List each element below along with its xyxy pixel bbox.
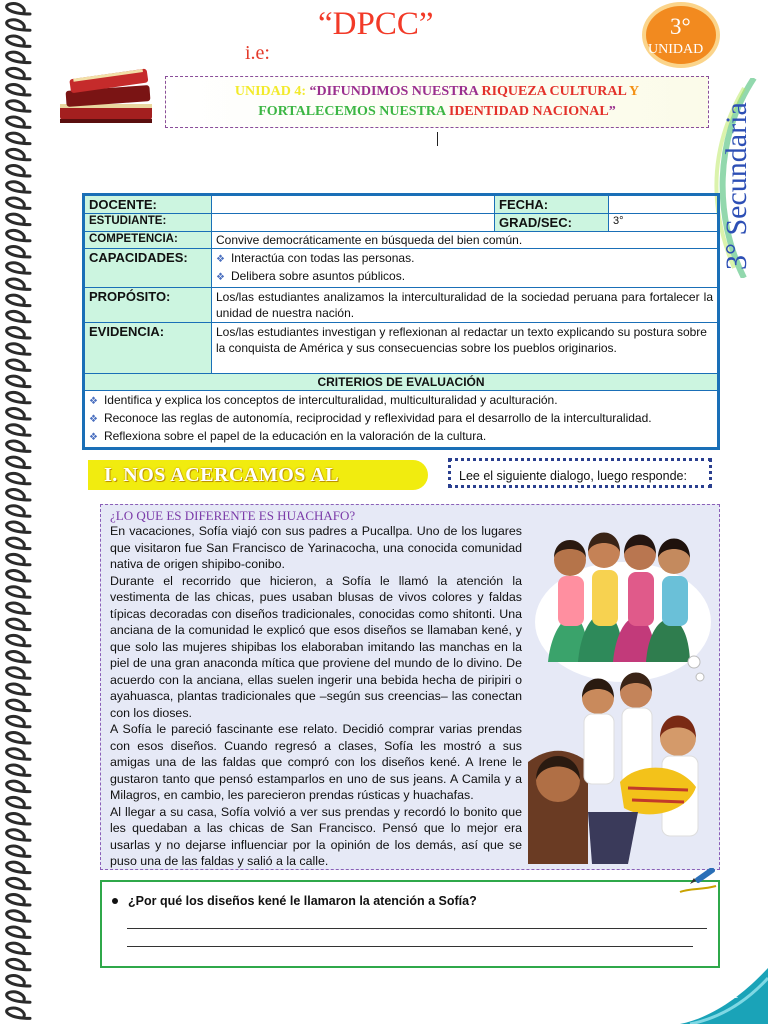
- spiral-coil: [7, 425, 30, 435]
- spiral-coil: [7, 457, 30, 467]
- list-item: ❖ Delibera sobre asuntos públicos.: [216, 269, 406, 283]
- answer-line[interactable]: [127, 946, 693, 947]
- story-paragraph: En vacaciones, Sofía viajó con sus padres a Pucallpa. Uno de los lugares que visitaron fue San Francisco de Yarinacocha, una conocida comunidad nativa de origen shipibo-conibo.: [110, 524, 522, 571]
- spiral-coil: [7, 911, 30, 921]
- spiral-coil: [7, 992, 30, 1002]
- spiral-coil: [7, 830, 30, 840]
- section-title: I. NOS ACERCAMOS AL: [104, 464, 340, 486]
- spiral-coil: [7, 117, 30, 127]
- page-corner-decoration: [660, 968, 768, 1024]
- spiral-coil: [7, 311, 30, 321]
- spiral-coil: [7, 36, 30, 46]
- story-text: [110, 523, 522, 870]
- list-item: ❖ Reconoce las reglas de autonomía, reciprocidad y reflexividad para el desarrollo de la interculturalidad.: [89, 411, 652, 425]
- spiral-coil: [7, 684, 30, 694]
- spiral-coil: [7, 797, 30, 807]
- info-table: [82, 193, 720, 450]
- school-name: “DPCC”: [318, 6, 434, 42]
- fecha-field[interactable]: [609, 196, 718, 214]
- spiral-coil: [7, 376, 30, 386]
- spiral-coil: [7, 360, 30, 370]
- pencil-icon: [676, 868, 720, 898]
- spiral-coil: [7, 976, 30, 986]
- unit-title-part: “DIFUNDIMOS NUESTRA: [306, 84, 482, 99]
- bullet-icon: [112, 898, 118, 904]
- instruction-box: Lee el siguiente dialogo, luego responde:: [448, 458, 712, 488]
- text-cursor: [437, 132, 438, 146]
- spiral-coil: [7, 344, 30, 354]
- spiral-coil: [7, 52, 30, 62]
- question-text: ¿Por qué los diseños kené le llamaron la atención a Sofía?: [128, 894, 477, 908]
- bullet-icon: ❖: [89, 414, 98, 425]
- spiral-coil: [7, 765, 30, 775]
- grade-number: 3°: [670, 14, 691, 39]
- unit-title-part: FORTALECEMOS NUESTRA: [258, 104, 449, 119]
- gradsec-field[interactable]: 3°: [609, 214, 718, 232]
- story-paragraph: Al llegar a su casa, Sofía volvió a ver sus prendas y recordó lo bonito que les quedaban a las chicas de San Francisco. Pensó que lo mejor era usarlas y no dejarse influenciar por la opinión de los demás, así que se puso una de las faldas y salió a la calle.: [110, 804, 522, 868]
- list-item: ❖ Identifica y explica los conceptos de interculturalidad, multiculturalidad y aculturación.: [89, 393, 558, 407]
- spiral-coil: [7, 101, 30, 111]
- unit-title-box: [165, 76, 709, 128]
- spiral-coil: [7, 522, 30, 532]
- spiral-coil: [7, 733, 30, 743]
- unit-title-highlight: IDENTIDAD NACIONAL: [448, 104, 609, 119]
- estudiante-field[interactable]: [212, 214, 495, 232]
- spiral-coil: [7, 652, 30, 662]
- capacidades-list: [212, 249, 718, 288]
- spiral-coil: [7, 943, 30, 953]
- unit-title-highlight: RIQUEZA CULTURAL: [481, 84, 627, 99]
- spiral-coil: [7, 668, 30, 678]
- bullet-icon: ❖: [89, 432, 98, 443]
- spiral-coil: [7, 279, 30, 289]
- spiral-coil: [7, 198, 30, 208]
- spiral-coil: [7, 749, 30, 759]
- unit-number: UNIDAD 4:: [234, 84, 307, 99]
- spiral-coil: [7, 571, 30, 581]
- spiral-coil: [7, 85, 30, 95]
- spiral-coil: [7, 538, 30, 548]
- spiral-coil: [7, 862, 30, 872]
- spiral-coil: [7, 133, 30, 143]
- proposito-value: Los/las estudiantes analizamos la interculturalidad de la sociedad peruana para fortalecer la unidad de nuestra nación.: [212, 288, 718, 323]
- spiral-coil: [7, 263, 30, 273]
- proposito-label: PROPÓSITO:: [85, 288, 212, 323]
- competencia-value: Convive democráticamente en búsqueda del bien común.: [212, 232, 718, 249]
- estudiante-label: ESTUDIANTE:: [85, 214, 212, 232]
- spiral-coil: [7, 166, 30, 176]
- capacidades-label: CAPACIDADES:: [85, 249, 212, 288]
- spiral-coil: [7, 409, 30, 419]
- unit-title-part: ”: [608, 104, 616, 119]
- competencia-label: COMPETENCIA:: [85, 232, 212, 249]
- spiral-coil: [7, 1008, 30, 1018]
- spiral-coil: [7, 619, 30, 629]
- books-icon: [52, 64, 162, 130]
- unit-title-part: Y: [626, 84, 640, 99]
- spiral-coil: [7, 328, 30, 338]
- story-title: ¿LO QUE ES DIFERENTE ES HUACHAFO?: [110, 508, 356, 523]
- list-item: ❖ Interactúa con todas las personas.: [216, 251, 415, 265]
- ie-label: i.e:: [245, 42, 270, 64]
- grade-unit-label: UNIDAD: [648, 42, 704, 57]
- answer-line[interactable]: [127, 928, 707, 929]
- list-item: ❖ Reflexiona sobre el papel de la educación en la valoración de la cultura.: [89, 429, 487, 443]
- spiral-coil: [7, 814, 30, 824]
- spiral-coil: [7, 20, 30, 30]
- spiral-coil: [7, 587, 30, 597]
- spiral-coil: [7, 214, 30, 224]
- page-number: 1: [728, 978, 739, 1003]
- bullet-icon: ❖: [216, 272, 225, 283]
- spiral-coil: [7, 506, 30, 516]
- spiral-coil: [7, 473, 30, 483]
- spiral-coil: [7, 392, 30, 402]
- girls-illustration: [528, 512, 718, 864]
- spiral-coil: [7, 700, 30, 710]
- fecha-label: FECHA:: [495, 196, 609, 214]
- docente-field[interactable]: [212, 196, 495, 214]
- spiral-coil: [7, 4, 30, 14]
- spiral-coil: [7, 846, 30, 856]
- evidencia-value: Los/las estudiantes investigan y reflexionan al redactar un texto explicando su postura sobre la conquista de América y sus consecuencias sobre los pueblos originarios.: [212, 323, 718, 374]
- spiral-coil: [7, 927, 30, 937]
- criterios-list: [85, 391, 718, 448]
- girls-group-top: [535, 533, 711, 683]
- spiral-coil: [7, 295, 30, 305]
- spiral-coil: [7, 716, 30, 726]
- spiral-coil: [7, 230, 30, 240]
- gradsec-label: GRAD/SEC:: [495, 214, 609, 232]
- spiral-coil: [7, 68, 30, 78]
- spiral-coil: [7, 878, 30, 888]
- spiral-coil: [7, 182, 30, 192]
- spiral-coil: [7, 603, 30, 613]
- spiral-coil: [7, 247, 30, 257]
- side-title-text: 3° Secundaria: [720, 102, 753, 270]
- spiral-coil: [7, 959, 30, 969]
- evidencia-label: EVIDENCIA:: [85, 323, 212, 374]
- story-paragraph: A Sofía le pareció fascinante ese relato. Decidió comprar varias prendas con esos diseños. Cuando regresó a clases, Sofía les mostró a sus amigas una de las faldas que compró con los diseños kené. A Irene le gustaron tanto que pensó estamparlos en uno de sus jeans. A Camila y a Milagros, en cambio, les parecieron prendas rústicas y huachafas.: [110, 722, 522, 802]
- spiral-coil: [7, 781, 30, 791]
- spiral-coil: [7, 441, 30, 451]
- spiral-coil: [7, 635, 30, 645]
- spiral-binding: [0, 0, 40, 1024]
- story-paragraph: Durante el recorrido que hicieron, a Sofía le llamó la atención la vestimenta de las chicas, pues usaban blusas de vivos colores y faldas típicas decoradas con diseños tradicionales, conocidas como shitonti. Una anciana de la comunidad le explicó que esos diseños se llamaban kené, y que solo las mujeres shipibas los elaboraban imitando las manchas en la piel de una gran anaconda mítica que proviene del mundo de lo divino. De acuerdo con la anciana, ellas suelen ingerir una bebida hecha de piripiri o ayahuasca, plantas tradicionales que –según sus creencias– las conectan con los dioses.: [110, 573, 522, 720]
- docente-label: DOCENTE:: [85, 196, 212, 214]
- bullet-icon: ❖: [216, 254, 225, 265]
- spiral-coil: [7, 895, 30, 905]
- spiral-coil: [7, 490, 30, 500]
- girls-group-bottom: [528, 673, 698, 865]
- spiral-coil: [7, 149, 30, 159]
- bullet-icon: ❖: [89, 396, 98, 407]
- criterios-heading: CRITERIOS DE EVALUACIÓN: [85, 374, 718, 391]
- spiral-coil: [7, 554, 30, 564]
